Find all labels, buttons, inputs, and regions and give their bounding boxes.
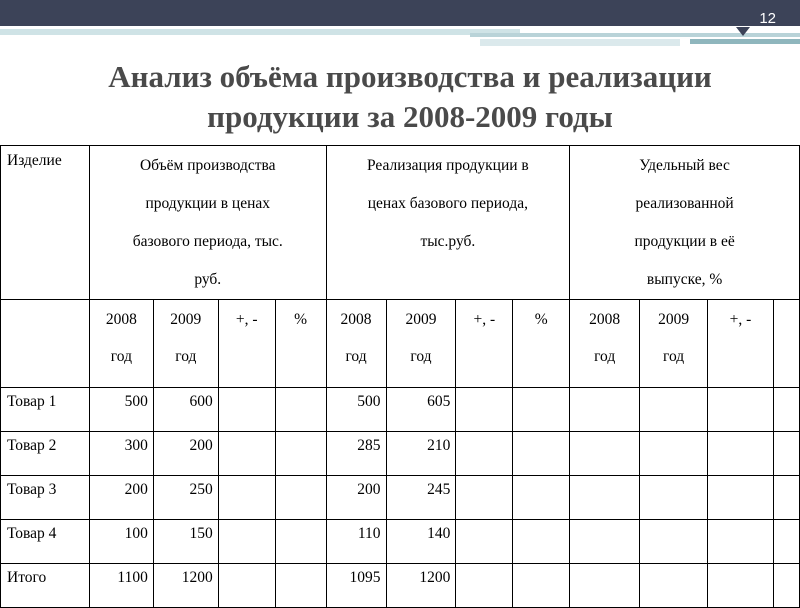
- empty-cell: [513, 564, 570, 608]
- empty-cell: [275, 520, 326, 564]
- empty-cell: [708, 388, 774, 432]
- empty-cell: [773, 432, 799, 476]
- header-production: [89, 146, 326, 300]
- cell-sales-2009: 245: [386, 476, 456, 520]
- empty-cell: [456, 476, 513, 520]
- empty-cell: [570, 564, 640, 608]
- header-sales: [326, 146, 570, 300]
- empty-cell: [640, 388, 708, 432]
- empty-cell: [570, 388, 640, 432]
- empty-cell: [708, 520, 774, 564]
- empty-cell: [275, 388, 326, 432]
- subheader-2008: 2008 год: [89, 300, 153, 388]
- slide-number: 12: [759, 10, 776, 27]
- empty-cell: [1, 300, 90, 388]
- row-name: Товар 3: [1, 476, 90, 520]
- header-share-line: продукции в её: [634, 233, 735, 250]
- slide-title-line1: Анализ объёма производства и реализации: [108, 59, 712, 94]
- empty-cell: [513, 520, 570, 564]
- slide-title: [0, 57, 800, 137]
- table-row: [1, 388, 800, 432]
- cell-prod-2008: 300: [89, 432, 153, 476]
- subheader-diff: +, -: [708, 300, 774, 388]
- cell-sales-2009: 140: [386, 520, 456, 564]
- empty-cell: [773, 476, 799, 520]
- header-sales-line: Реализация продукции в: [367, 157, 529, 174]
- header-sales-line: тыс.руб.: [420, 233, 476, 250]
- decor-stripe: [480, 39, 680, 46]
- subheader-pct: %: [513, 300, 570, 388]
- header-sales-line: ценах базового периода,: [367, 195, 528, 212]
- cell-sales-2008: 1095: [326, 564, 386, 608]
- analysis-table: [0, 145, 800, 608]
- empty-cell: [640, 432, 708, 476]
- cell-sales-2008: 285: [326, 432, 386, 476]
- cell-sales-2009: 1200: [386, 564, 456, 608]
- cell-prod-2009: 250: [153, 476, 218, 520]
- empty-cell: [513, 388, 570, 432]
- empty-cell: [456, 564, 513, 608]
- row-name: Товар 2: [1, 432, 90, 476]
- empty-cell: [218, 388, 275, 432]
- empty-cell: [513, 476, 570, 520]
- empty-cell: [456, 432, 513, 476]
- subheader-2008: 2008 год: [326, 300, 386, 388]
- decor-stripe: [470, 33, 800, 37]
- subheader-pct: %: [275, 300, 326, 388]
- cell-prod-2009: 200: [153, 432, 218, 476]
- header-share-line: Удельный вес: [639, 157, 730, 174]
- cell-sales-2008: 500: [326, 388, 386, 432]
- empty-cell: [570, 476, 640, 520]
- header-production-line: базового периода, тыс.: [132, 233, 283, 250]
- header-production-line: Объём производства: [139, 157, 276, 174]
- empty-cell: [708, 476, 774, 520]
- empty-cell: [218, 520, 275, 564]
- empty-cell: [218, 564, 275, 608]
- table-row-total: [1, 564, 800, 608]
- cell-prod-2009: 1200: [153, 564, 218, 608]
- decor-stripe: [690, 39, 800, 44]
- header-production-line: руб.: [194, 271, 222, 288]
- subheader-2009: 2009 год: [640, 300, 708, 388]
- empty-cell: [708, 564, 774, 608]
- empty-cell: [640, 564, 708, 608]
- row-name: Товар 4: [1, 520, 90, 564]
- cell-prod-2009: 600: [153, 388, 218, 432]
- empty-cell: [456, 388, 513, 432]
- decor-stripe: [0, 29, 520, 35]
- empty-cell: [773, 300, 799, 388]
- table-row: [1, 476, 800, 520]
- subheader-diff: +, -: [218, 300, 275, 388]
- cell-prod-2009: 150: [153, 520, 218, 564]
- subheader-2009: 2009 год: [386, 300, 456, 388]
- header-share-line: выпуске, %: [646, 271, 723, 288]
- header-share: [570, 146, 800, 300]
- empty-cell: [570, 520, 640, 564]
- subheader-diff: +, -: [456, 300, 513, 388]
- empty-cell: [218, 476, 275, 520]
- subheader-2009: 2009 год: [153, 300, 218, 388]
- empty-cell: [275, 564, 326, 608]
- empty-cell: [640, 476, 708, 520]
- cell-prod-2008: 1100: [89, 564, 153, 608]
- cell-sales-2008: 110: [326, 520, 386, 564]
- slide-title-line2: продукции за 2008-2009 годы: [207, 99, 613, 134]
- header-production-line: продукции в ценах: [145, 195, 271, 212]
- empty-cell: [773, 520, 799, 564]
- empty-cell: [773, 564, 799, 608]
- row-name: Товар 1: [1, 388, 90, 432]
- cell-prod-2008: 200: [89, 476, 153, 520]
- slide-top-bar: [0, 0, 800, 26]
- cell-sales-2008: 200: [326, 476, 386, 520]
- empty-cell: [773, 388, 799, 432]
- cell-sales-2009: 210: [386, 432, 456, 476]
- header-share-line: реализованной: [635, 195, 734, 212]
- row-name: Итого: [1, 564, 90, 608]
- empty-cell: [570, 432, 640, 476]
- table-row: [1, 432, 800, 476]
- empty-cell: [513, 432, 570, 476]
- cell-prod-2008: 500: [89, 388, 153, 432]
- empty-cell: [275, 476, 326, 520]
- empty-cell: [218, 432, 275, 476]
- decor-arrow-icon: [736, 27, 750, 36]
- cell-prod-2008: 100: [89, 520, 153, 564]
- table-row: [1, 520, 800, 564]
- empty-cell: [640, 520, 708, 564]
- empty-cell: [456, 520, 513, 564]
- subheader-2008: 2008 год: [570, 300, 640, 388]
- empty-cell: [708, 432, 774, 476]
- empty-cell: [275, 432, 326, 476]
- cell-sales-2009: 605: [386, 388, 456, 432]
- header-product: Изделие: [1, 146, 90, 300]
